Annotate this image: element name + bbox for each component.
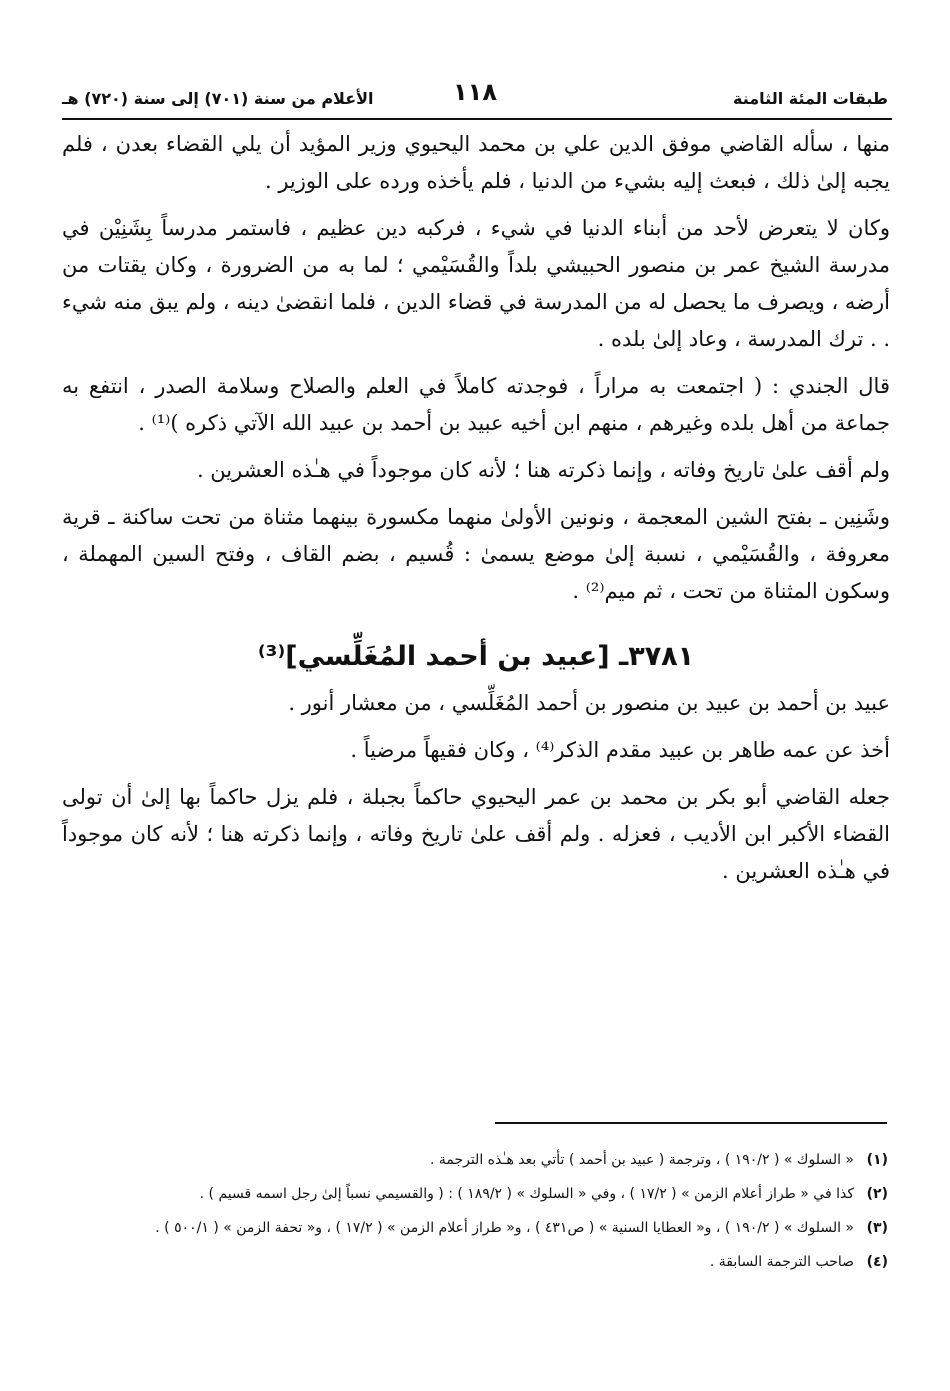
entry-paragraph: جعله القاضي أبو بكر بن محمد بن عمر اليحيوي حاكماً بجبلة ، فلم يزل حاكماً بها إلىٰ أن تولى القضاء الأكبر ابن الأديب ، فعزله . ولم أقف علىٰ تاريخ وفاته ، وإنما ذكرته هنا ؛ لأنه كان موجوداً في هـٰذه العشرين .	[62, 785, 890, 883]
footnote-number: (٢)	[866, 1186, 888, 1202]
header-volume-range: الأعلام من سنة (٧٠١) إلى سنة (٧٢٠) هـ	[62, 88, 374, 108]
header-rule	[62, 118, 892, 120]
footnote-number: (٤)	[866, 1254, 888, 1270]
footnote-text: « السلوك » ( ١٩٠/٢ ) ، وترجمة ( عبيد بن أحمد ) تأتي بعد هـٰذه الترجمة .	[429, 1152, 854, 1168]
footnote-number: (١)	[866, 1152, 888, 1168]
footnote-text: كذا في « طراز أعلام الزمن » ( ١٧/٢ ) ، وفي « السلوك » ( ١٨٩/٢ ) : ( والقسيمي نسباً إلىٰ رجل اسمه قسيم ) .	[199, 1186, 854, 1202]
footnote	[62, 1250, 888, 1274]
footnote-text: صاحب الترجمة السابقة .	[709, 1254, 854, 1270]
running-header	[62, 78, 888, 118]
paragraph: ولم أقف علىٰ تاريخ وفاته ، وإنما ذكرته هنا ؛ لأنه كان موجوداً في هـٰذه العشرين .	[196, 458, 890, 482]
paragraph: وشَنِين ـ بفتح الشين المعجمة ، ونونين الأولىٰ منهما مكسورة بينهما مثناة من تحت ساكنة ـ قرية معروفة ، والقُسَيْمي ، نسبة إلىٰ موضع يسمىٰ : قُسيم ، بضم القاف ، وفتح السين المهملة ، وسكون المثناة من تحت ، ثم ميم⁽²⁾ .	[62, 505, 890, 603]
header-section-title: طبقات المئة الثامنة	[733, 88, 888, 108]
entry-heading: ٣٧٨١ـ [عبيد بن أحمد المُغَلِّسي]⁽³⁾	[257, 641, 695, 672]
footnote	[62, 1148, 888, 1172]
paragraph: قال الجندي : ( اجتمعت به مراراً ، فوجدته كاملاً في العلم والصلاح وسلامة الصدر ، انتفع به جماعة من أهل بلده وغيرهم ، منهم ابن أخيه عبيد بن أحمد بن عبيد الله الآتي ذكره )⁽¹⁾ .	[62, 374, 890, 435]
footnote-text: « السلوك » ( ١٩٠/٢ ) ، و« العطايا السنية » ( ص٤٣١ ) ، و« طراز أعلام الزمن » ( ١٧/٢ ) ، و« تحفة الزمن » ( ٥٠٠/١ ) .	[155, 1220, 854, 1236]
paragraph: وكان لا يتعرض لأحد من أبناء الدنيا في شيء ، فركبه دين عظيم ، فاستمر مدرساً بِشَنِيْن في مدرسة الشيخ عمر بن منصور الحبيشي بلداً والقُسَيْمي ؛ لما به من الضرورة ، وكان يقتات من أرضه ، ويصرف ما يحصل له من المدرسة في قضاء الدين ، فلما انقضىٰ دينه ، ولم يبق منه شيء . . ترك المدرسة ، وعاد إلىٰ بلده .	[62, 216, 890, 351]
main-text	[62, 126, 890, 900]
page-number: ١١٨	[453, 78, 497, 106]
footnote-rule	[495, 1122, 887, 1124]
footnote-number: (٣)	[866, 1220, 888, 1236]
footnotes	[62, 1148, 888, 1284]
entry-paragraph: أخذ عن عمه طاهر بن عبيد مقدم الذكر⁽⁴⁾ ، وكان فقيهاً مرضياً .	[350, 738, 890, 762]
footnote	[62, 1182, 888, 1206]
paragraph: منها ، سأله القاضي موفق الدين علي بن محمد اليحيوي وزير المؤيد أن يلي القضاء بعدن ، فلم يجبه إلىٰ ذلك ، فبعث إليه بشيء من الدنيا ، فلم يأخذه ورده على الوزير .	[62, 132, 890, 193]
entry-paragraph: عبيد بن أحمد بن عبيد بن منصور بن أحمد المُغَلِّسي ، من معشار أنور .	[288, 691, 890, 715]
footnote	[62, 1216, 888, 1240]
